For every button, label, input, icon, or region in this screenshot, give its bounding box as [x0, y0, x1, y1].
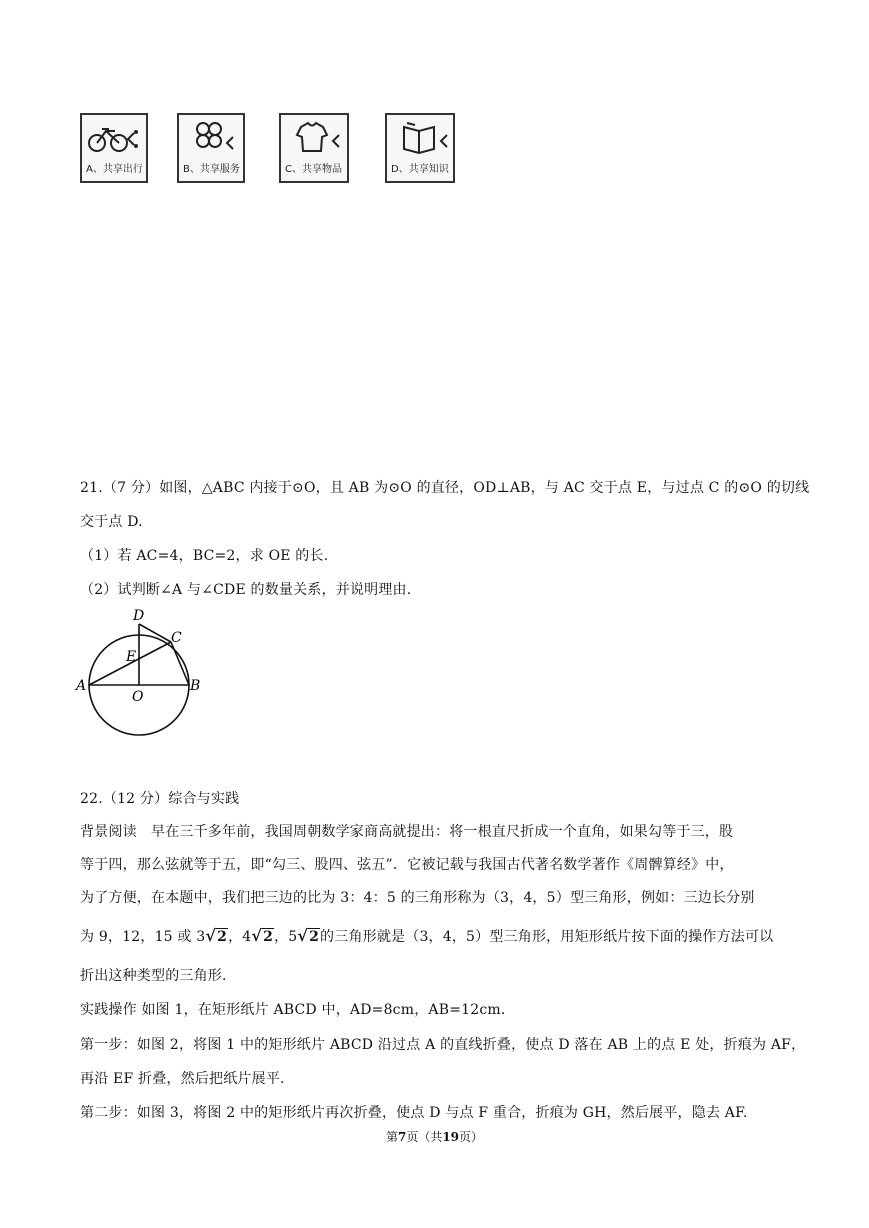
q21-part2: （2）试判断∠A 与∠CDE 的数量关系，并说明理由. [80, 582, 412, 598]
page-footer: 第7页（共19页） [385, 1130, 484, 1144]
icon-label: B、共享服务 [183, 164, 240, 175]
icon-card-d [385, 113, 455, 183]
q21-part1: （1）若 AC=4，BC=2，求 OE 的长. [80, 548, 329, 564]
label-e: E [126, 649, 137, 665]
q21-line1: 21.（7 分）如图，△ABC 内接于⊙O，且 AB 为⊙O 的直径，OD⊥AB，与 AC 交于点 E，与过点 C 的⊙O 的切线 [80, 480, 810, 496]
q22-p2: 等于四，那么弦就等于五，即“勾三、股四、弦五”．它被记载与我国古代著名数学著作《周髀算经》中， [80, 857, 734, 873]
q22-p4-d: 的三角形就是（3，4，5）型三角形，用矩形纸片按下面的操作方法可以 [320, 929, 774, 945]
q21-circle-figure [72, 600, 212, 740]
q22-p6: 实践操作 如图 1，在矩形纸片 ABCD 中，AD=8cm，AB=12cm. [80, 1002, 506, 1018]
q22-p4 [80, 926, 773, 946]
icon-label: A、共享出行 [86, 164, 143, 175]
q22-p3: 为了方便，在本题中，我们把三边的比为 3：4：5 的三角形称为（3，4，5）型三角形，例如：三边长分别 [80, 890, 755, 906]
label-d: D [133, 608, 145, 624]
total-pages: 19 [442, 1130, 460, 1144]
icon-card-c [279, 113, 349, 183]
page-number: 7 [397, 1130, 407, 1144]
q22-p8: 再沿 EF 折叠，然后把纸片展平. [80, 1071, 285, 1087]
icon-card-a [80, 113, 148, 183]
q22-p4-a: 为 9，12，15 或 3 [80, 929, 206, 945]
bicycle-icon [82, 115, 146, 165]
label-b: B [190, 678, 201, 694]
q22-p1: 背景阅读 早在三千多年前，我国周朝数学家商高就提出：将一根直尺折成一个直角，如果勾等于三，股 [80, 824, 734, 840]
sqrt-2: √2 [205, 926, 228, 945]
q22-p5: 折出这种类型的三角形. [80, 968, 227, 984]
icon-label: C、共享物品 [285, 164, 342, 175]
q22-p4-b: ，4 [228, 929, 252, 945]
label-a: A [76, 678, 87, 694]
label-o: O [132, 689, 144, 705]
shirt-icon [281, 115, 347, 165]
q22-p9: 第二步：如图 3，将图 2 中的矩形纸片再次折叠，使点 D 与点 F 重合，折痕为 GH，然后展平，隐去 AF. [80, 1105, 748, 1121]
q22-p7: 第一步：如图 2，将图 1 中的矩形纸片 ABCD 沿过点 A 的直线折叠，使点 D 落在 AB 上的点 E 处，折痕为 AF， [80, 1037, 806, 1053]
icon-card-b [177, 113, 245, 183]
sqrt-2: √2 [251, 926, 274, 945]
sqrt-2: √2 [297, 926, 320, 945]
label-c: C [171, 630, 182, 646]
q21-line2: 交于点 D. [80, 514, 143, 530]
q22-p4-c: ，5 [274, 929, 298, 945]
q22-title: 22.（12 分）综合与实践 [80, 791, 240, 807]
icon-label: D、共享知识 [391, 164, 449, 175]
clover-icon [179, 115, 243, 165]
book-icon [387, 115, 453, 165]
